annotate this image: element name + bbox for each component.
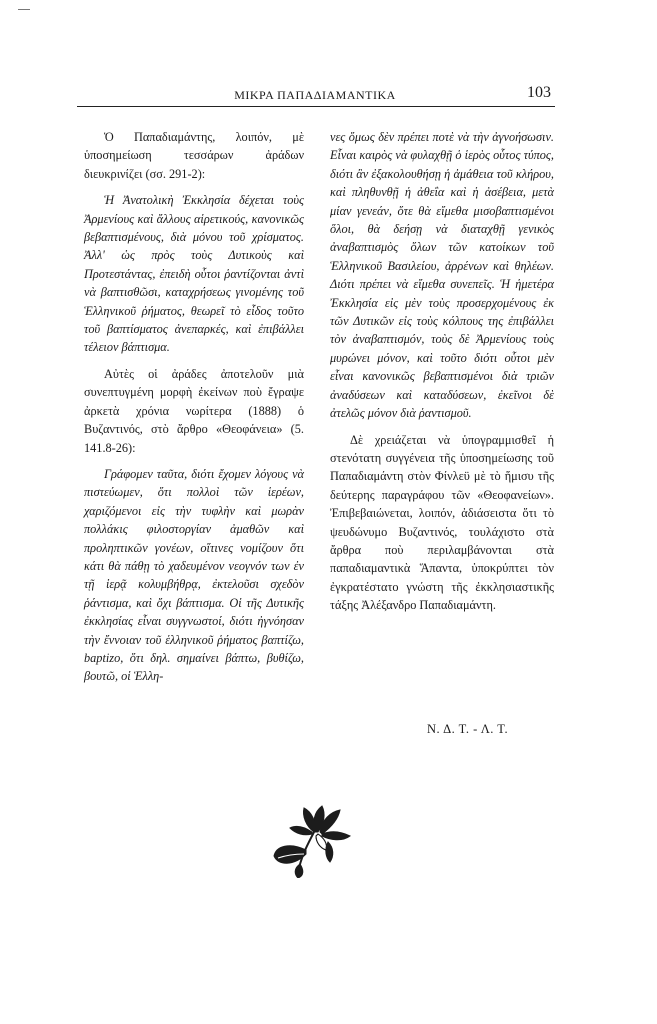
quotation: Ἡ Ἀνατολικὴ Ἐκκλησία δέχεται τοὺς Ἀρμενίους καὶ ἄλλους αἱρετικούς, κανονικῶς βεβαπτισμένους, διὰ μόνου τοῦ χρίσματος. Ἀλλ' ὡς πρὸς τοὺς Δυτικοὺς καὶ Προτεστάντας, ἐπειδὴ οὗτοι ῥαντίζονται ἀντὶ νὰ βαπτισθῶσι, καταχρήσεως γινομένης τοῦ Ἑλληνικοῦ ῥήματος, θεωρεῖ τὸ εἶδος τοῦτο τοῦ βαπτίσματος ἀνεπαρκές, καὶ ἐπιβάλλει τέλειον βάπτισμα. [84, 193, 304, 355]
body-paragraph: Δὲ χρειάζεται νὰ ὑπογραμμισθεῖ ἡ στενότατη συγγένεια τῆς ὑποσημείωσης τοῦ Παπαδιαμάντη στὸν Φίνλεϋ μὲ τὸ ἥμισυ τῆς δεύτερης παραγράφου τῶν «Θεοφανείων». Ἐπιβεβαιώνεται, λοιπόν, ἀδιάσειστα ὅτι τὸ ψευδώνυμο Βυζαντινός, τουλάχιστο στὰ ἄρθρα ποὺ περιλαμβάνονται στὰ παπαδιαμαντικὰ Ἅπαντα, ὑποκρύπτει τὸν ἐγκρατέστατο γνώστη τῆς ἐκκλησιαστικῆς τάξης Ἀλέξανδρο Παπαδιαμάντη. [330, 432, 554, 613]
body-paragraph: Αὐτὲς οἱ ἀράδες ἀποτελοῦν μιὰ συνεπτυγμένη μορφὴ ἐκείνων ποὺ ἔγραψε ἀρκετὰ χρόνια νωρίτερα (1888) ὁ Βυζαντινός, στὸ ἄρθρο «Θεοφάνεια» (5. 141.8-26): [84, 366, 304, 455]
running-head: ΜΙΚΡΑ ΠΑΠΑΔΙΑΜΑΝΤΙΚΑ [234, 88, 396, 102]
author-initials: Ν. Δ. Τ. - Λ. Τ. [427, 722, 509, 736]
quotation-continued: νες ὅμως δὲν πρέπει ποτὲ νὰ τὴν ἀγνοήσωσιν. Εἶναι καιρὸς νὰ φυλαχθῇ ὁ ἱερὸς οὗτος τύπος, διότι ἂν ἐξακολουθήσῃ ἡ ἀμάθεια τοῦ κλήρου, καὶ πληθυνθῇ ἡ ἀθεΐα καὶ ἡ ἀσέβεια, μετὰ μίαν γενεάν, ὅτε θὰ εἴμεθα μισοβαπτισμένοι ὅλοι, θὰ δεήσῃ νὰ διαταχθῇ γενικὸς ἀναβαπτισμὸς ὅλων τῶν κατοίκων τοῦ Ἑλληνικοῦ Βασιλείου, ἀρρένων καὶ θηλέων. Διότι πρέπει νὰ εἴμεθα συνεπεῖς. Ἡ ἡμετέρα Ἐκκλησία εἰς μὲν τοὺς προσερχομένους ἐκ τῶν Δυτικῶν εἰς τοὺς κόλπους της ἐπιβάλλει τὸν ἀναβαπτισμόν, τοὺς δὲ Ἀρμενίους τοὺς μυρώνει μόνον, καὶ τοῦτο διότι οὗτοι μὲν εἶναι κανονικῶς βεβαπτισμένοι διὰ τριῶν ἀναδύσεων καὶ καταδύσεων, ἐκεῖνοι δὲ ἀτελῶς μόνον διὰ ῥαντισμοῦ. [330, 130, 554, 421]
body-paragraph: Ὁ Παπαδιαμάντης, λοιπόν, μὲ ὑποσημείωση τεσσάρων ἀράδων διευκρινίζει (σσ. 291-2): [84, 130, 304, 181]
lotus-flower-ornament-icon [268, 792, 364, 878]
scan-mark [18, 9, 30, 10]
page-header [77, 84, 553, 104]
right-column [330, 128, 554, 615]
quotation: Γράφομεν ταῦτα, διότι ἔχομεν λόγους νὰ πιστεύωμεν, ὅτι πολλοὶ τῶν ἱερέων, χαριζόμενοι εἰς τὴν τυφλὴν καὶ μωρὰν πολλάκις φιλοστοργίαν ἀμαθῶν καὶ προληπτικῶν γονέων, οἵτινες νομίζουν ὅτι κάτι θὰ πάθῃ τὸ χαδευμένον νεογνόν των ἐν τῇ ἱερᾷ κολυμβήθρᾳ, ἐκτελοῦσι σχεδὸν ῥάντισμα, καὶ ὄχι βάπτισμα. Οἱ τῆς Δυτικῆς ἐκκλησίας εἶναι συγγνωστοί, διότι ἠγνόησαν τὴν ἔννοιαν τοῦ ἑλληνικοῦ ῥήματος βαπτίζω, baptizo, ὅτι δηλ. σημαίνει βάπτω, βυθίζω, βουτῶ, οἱ Ἑλλη- [84, 466, 304, 684]
left-column [84, 128, 304, 686]
page-number: 103 [527, 84, 551, 101]
header-rule [77, 106, 555, 107]
